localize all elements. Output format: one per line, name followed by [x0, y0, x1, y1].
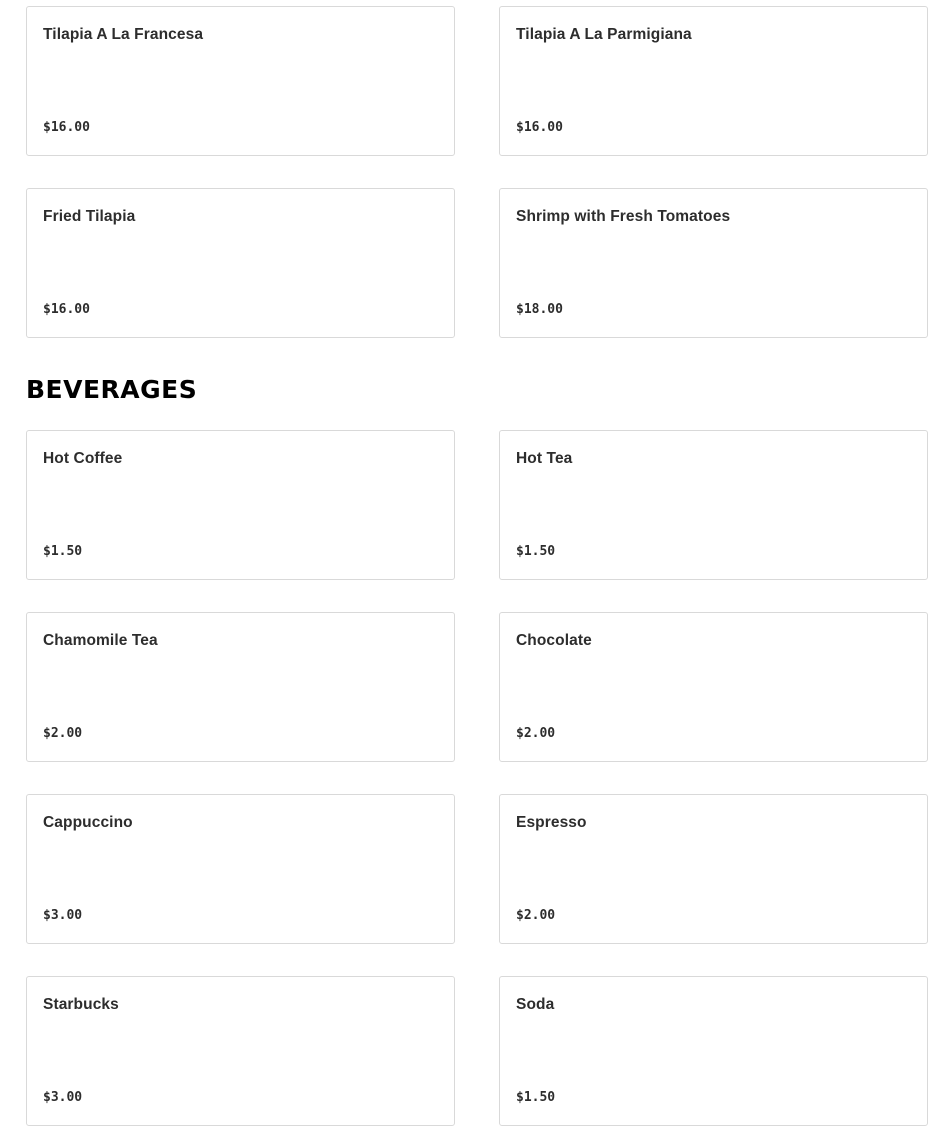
menu-item-name: Fried Tilapia: [43, 208, 136, 225]
menu-item-price: $1.50: [516, 544, 556, 559]
menu-item-card[interactable]: [26, 430, 455, 580]
menu-item-card[interactable]: [499, 430, 928, 580]
menu-item-name: Espresso: [516, 814, 587, 831]
menu-item-card[interactable]: [26, 794, 455, 944]
menu-item-price: $16.00: [516, 120, 563, 135]
menu-item-price: $3.00: [43, 908, 83, 923]
beverages-item-grid: [26, 430, 928, 1126]
menu-item-card[interactable]: [26, 612, 455, 762]
menu-item-price: $2.00: [516, 908, 556, 923]
menu-item-card[interactable]: [26, 976, 455, 1126]
menu-item-name: Shrimp with Fresh Tomatoes: [516, 208, 731, 225]
menu-item-name: Chamomile Tea: [43, 632, 158, 649]
menu-item-price: $2.00: [43, 726, 83, 741]
menu-item-name: Tilapia A La Francesa: [43, 26, 204, 43]
menu-item-price: $1.50: [43, 544, 83, 559]
menu-item-grid: [26, 6, 928, 338]
menu-item-price: $16.00: [43, 120, 90, 135]
menu-item-name: Starbucks: [43, 996, 119, 1013]
menu-item-card[interactable]: [499, 6, 928, 156]
menu-page: [26, 6, 928, 1126]
menu-item-name: Tilapia A La Parmigiana: [516, 26, 692, 43]
menu-item-price: $1.50: [516, 1090, 556, 1105]
menu-item-name: Hot Tea: [516, 450, 573, 467]
menu-item-card[interactable]: [26, 6, 455, 156]
section-heading-beverages: BEVERAGES: [26, 375, 198, 404]
menu-item-card[interactable]: [499, 612, 928, 762]
menu-item-name: Chocolate: [516, 632, 592, 649]
menu-item-card[interactable]: [499, 188, 928, 338]
menu-item-card[interactable]: [26, 188, 455, 338]
menu-item-price: $16.00: [43, 302, 90, 317]
menu-item-card[interactable]: [499, 794, 928, 944]
menu-item-name: Soda: [516, 996, 555, 1013]
menu-item-name: Hot Coffee: [43, 450, 123, 467]
menu-item-name: Cappuccino: [43, 814, 133, 831]
menu-item-price: $2.00: [516, 726, 556, 741]
menu-item-price: $18.00: [516, 302, 563, 317]
menu-item-price: $3.00: [43, 1090, 83, 1105]
menu-item-card[interactable]: [499, 976, 928, 1126]
